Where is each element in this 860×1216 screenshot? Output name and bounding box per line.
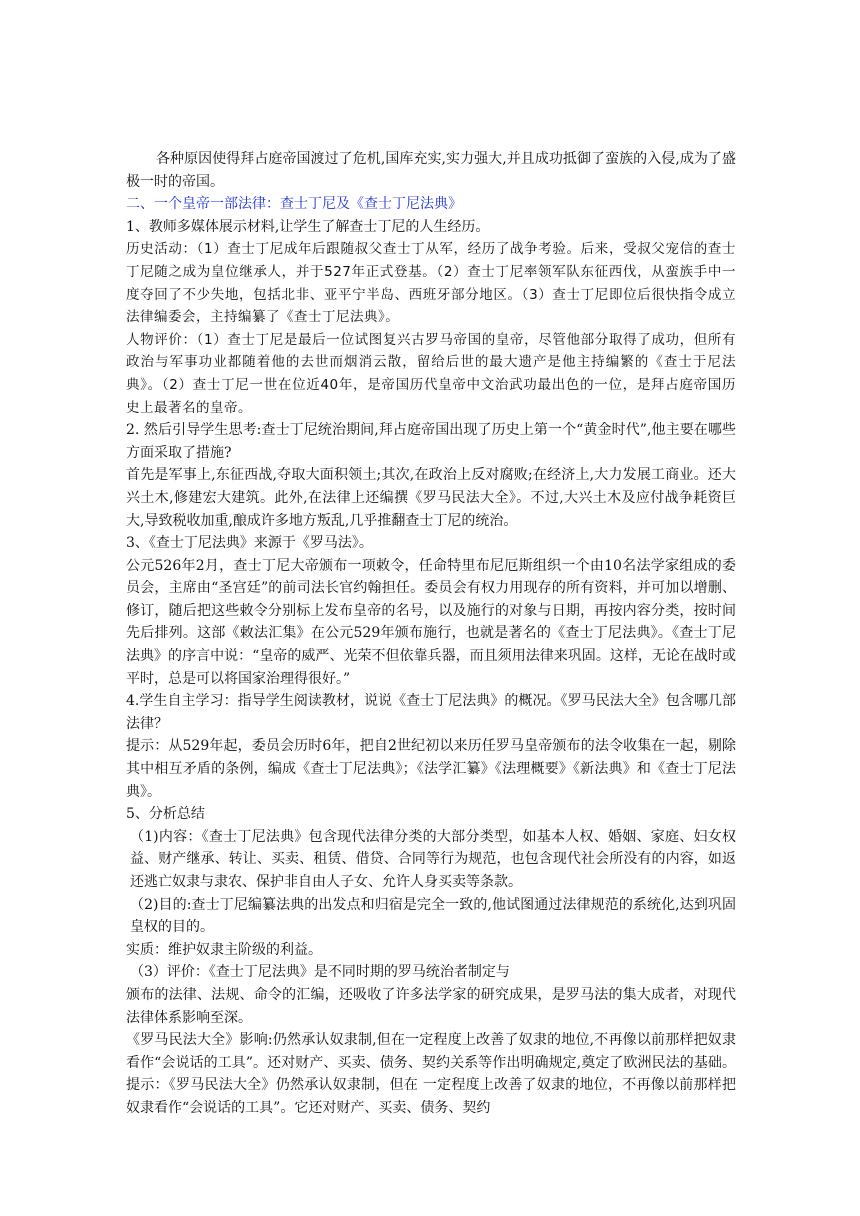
- item-2-question: 2. 然后引导学生思考:查士丁尼统治期间,拜占庭帝国出现了历史上第一个“黄金时代”,他主要在哪些方面采取了措施?: [126, 422, 736, 461]
- item-4-hint: 提示：从529年起，委员会历时6年，把自2世纪初以来历任罗马皇帝颁布的法令收集在一起，剔除其中相互矛盾的条例，编成《查士丁尼法典》；《法学汇纂》《法理概要》《新法典》和《查士丁尼法典》。: [126, 738, 736, 800]
- item-4-question: 4.学生自主学习：指导学生阅读教材，说说《查士丁尼法典》的概况。《罗马民法大全》包含哪几部法律？: [126, 693, 736, 732]
- summary-purpose: （2)目的:查士丁尼编纂法典的出发点和归宿是完全一致的,他试图通过法律规范的系统化,达到巩固皇权的目的。: [130, 896, 736, 936]
- item-3-paragraph: 公元526年2月，查士丁尼大帝颁布一项敕令，任命特里布尼厄斯组织一个由10名法学家组成的委员会，主席由“圣宫廷”的前司法长官约翰担任。委员会有权力用现存的所有资料，并可加以增删、修订，随后把这些敕令分别标上发布皇帝的名号，以及施行的对象与日期，再按内容分类，按时间先后排列。这部《敕法汇集》在公元529年颁布施行，也就是著名的《查士丁尼法典》。《查士丁尼法典》的序言中说：“皇帝的威严、光荣不但依靠兵器，而且须用法律来巩固。这样，无论在战时或平时，总是可以将国家治理得很好。”: [126, 557, 736, 687]
- summary-essence: 实质：维护奴隶主阶级的利益。: [126, 941, 322, 958]
- item-5-heading: 5、分析总结: [126, 806, 205, 823]
- summary-content: （1)内容：《查士丁尼法典》包含现代法律分类的大部分类型，如基本人权、婚姻、家庭、妇女权益、财产继承、转让、买卖、租赁、借贷、合同等行为规范，也包含现代社会所没有的内容，如返还逃亡奴隶与隶农、保护非自由人子女、允许人身买卖等条款。: [130, 828, 736, 890]
- document-body: [126, 148, 736, 1120]
- civil-law-impact-paragraph: 《罗马民法大全》影响:仍然承认奴隶制,但在一定程度上改善了奴隶的地位,不再像以前那样把奴隶看作“会说话的工具”。还对财产、买卖、债务、契约关系等作出明确规定,奠定了欧洲民法的基础。提示：《罗马民法大全》仍然承认奴隶制，但在 一定程度上改善了奴隶的地位，不再像以前那样把奴隶看作“会说话的工具”。它还对财产、买卖、债务、契约: [126, 1032, 736, 1116]
- item-3-heading: 3、《查士丁尼法典》来源于《罗马法》。: [126, 535, 373, 552]
- section-heading: 二、一个皇帝一部法律：查士丁尼及《查士丁尼法典》: [126, 196, 462, 213]
- item-1-heading: 1、教师多媒体展示材料,让学生了解查士丁尼的人生经历。: [126, 218, 490, 235]
- history-activity-paragraph: 历史活动：（1）查士丁尼成年后跟随叔父查士丁从军，经历了战争考验。后来，受叔父宠信的查士丁尼随之成为皇位继承人，并于527年正式登基。（2）查士丁尼率领军队东征西伐，从蛮族手中一度夺回了不少失地，包括北非、亚平宁半岛、西班牙部分地区。（3）查士丁尼即位后很快指令成立法律编委会，主持编纂了《查士丁尼法典》。: [126, 241, 736, 326]
- intro-paragraph: 各种原因使得拜占庭帝国渡过了危机,国库充实,实力强大,并且成功抵御了蛮族的入侵,成为了盛极一时的帝国。: [126, 151, 736, 190]
- summary-review-line: （3）评价：《查士丁尼法典》是不同时期的罗马统治者制定与: [130, 964, 510, 981]
- item-2-answer: 首先是军事上,东征西战,夺取大面积领土;其次,在政治上反对腐败;在经济上,大力发展工商业。还大兴土木,修建宏大建筑。此外,在法律上还编撰《罗马民法大全》。不过,大兴土木及应付战争耗资巨大,导致税收加重,酿成许多地方叛乱,几乎推翻查士丁尼的统治。: [126, 467, 736, 529]
- summary-review-continued: 颁布的法律、法规、命令的汇编，还吸收了许多法学家的研究成果，是罗马法的集大成者，对现代法律体系影响至深。: [126, 986, 736, 1026]
- character-evaluation-paragraph: 人物评价：（1）查士丁尼是最后一位试图复兴古罗马帝国的皇帝，尽管他部分取得了成功，但所有政治与军事功业都随着他的去世而烟消云散，留给后世的最大遗产是他主持编繁的《查士于尼法典》。（2）查士丁尼一世在位近40年，是帝国历代皇帝中文治武功最出色的一位，是拜占庭帝国历史上最著名的皇帝。: [126, 331, 736, 416]
